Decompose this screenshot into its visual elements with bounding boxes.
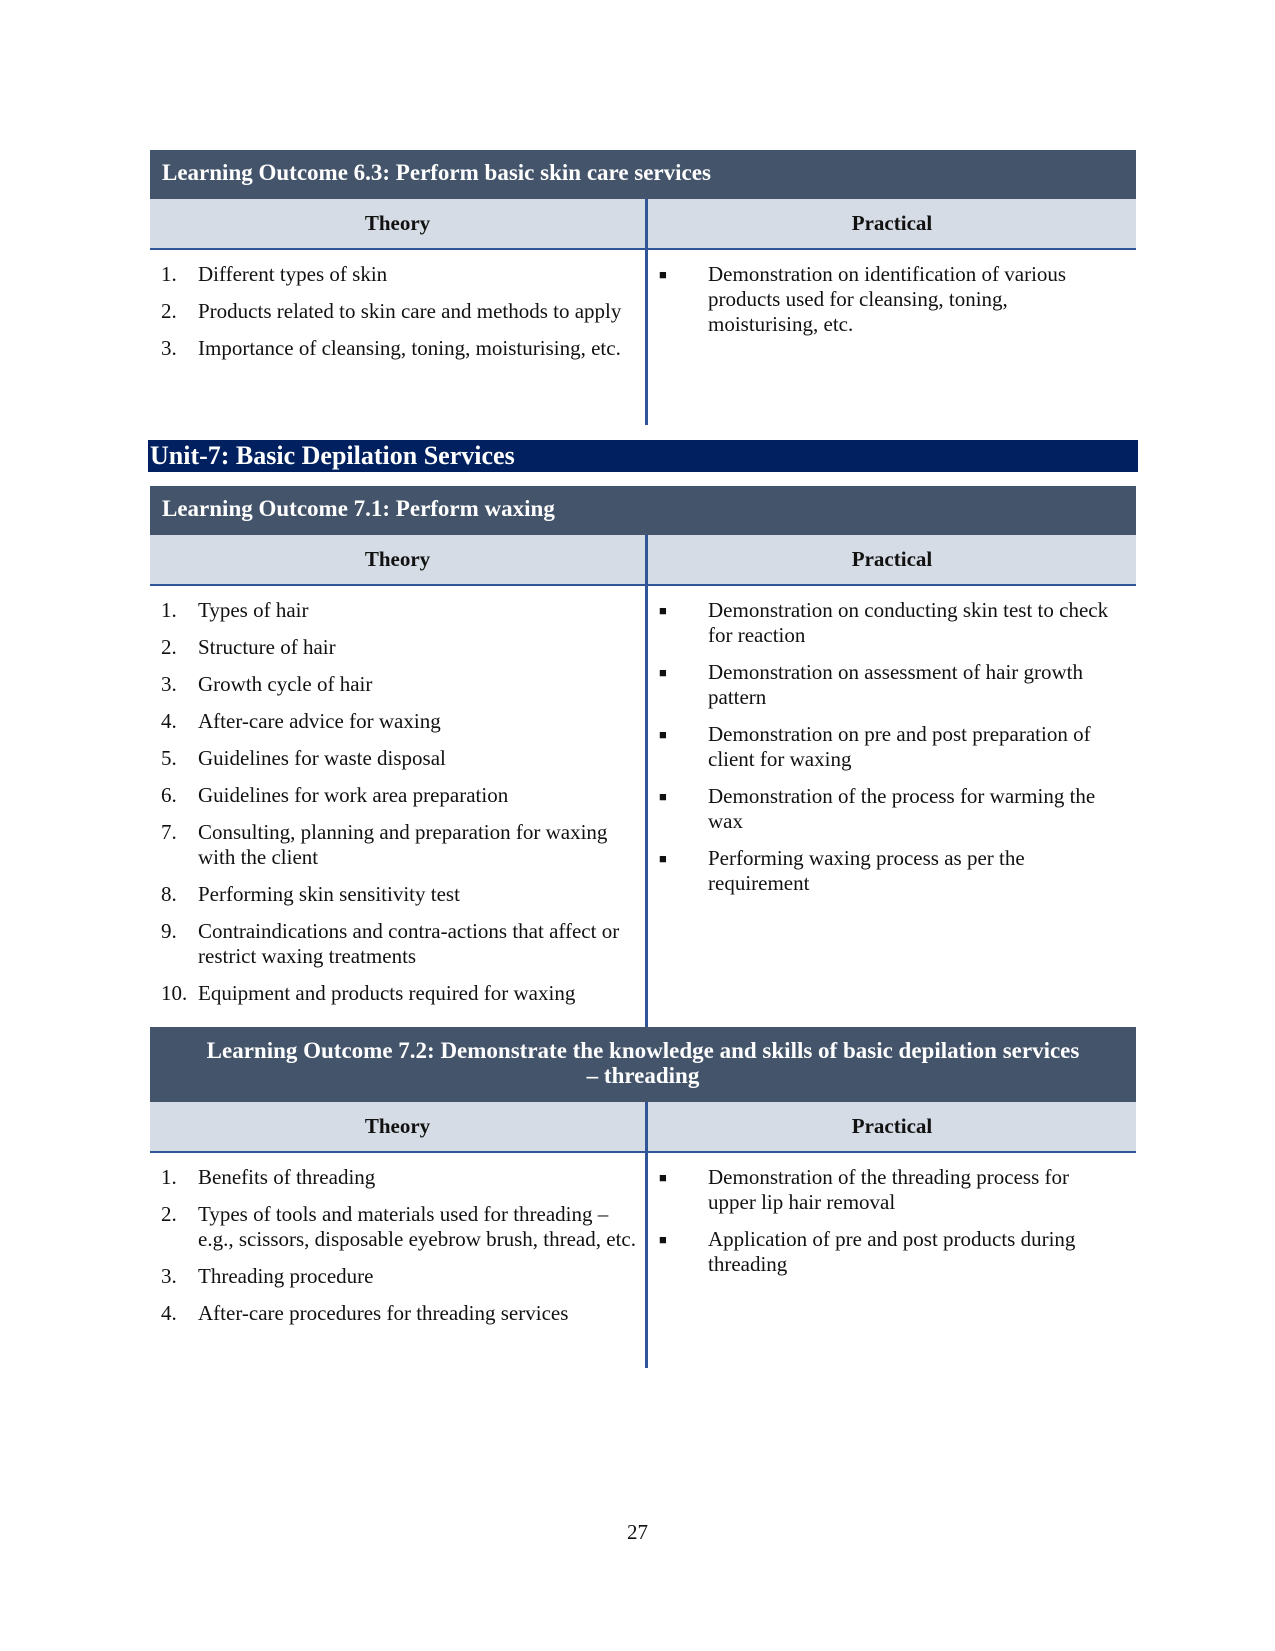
list-item: 1. Benefits of threading: [161, 1165, 376, 1189]
practical-cell: [648, 1153, 1136, 1368]
list-item: ■ Demonstration on identification of various products used for cleansing, toning, moisturising, etc.: [648, 262, 1136, 337]
theory-header: Theory: [150, 535, 648, 584]
practical-header: Practical: [851, 547, 933, 571]
practical-cell: [648, 250, 1136, 425]
bullet-icon: ■: [659, 727, 667, 742]
practical-cell: [648, 586, 1136, 1027]
bullet-icon: ■: [659, 665, 667, 680]
unit-7-heading: Unit-7: Basic Depilation Services: [148, 440, 1138, 472]
list-item: 10. Equipment and products required for waxing: [161, 981, 576, 1005]
lo-7-2-table: [150, 1027, 1136, 1368]
list-item: 2. Types of tools and materials used for threading – e.g., scissors, disposable eyebrow brush, thread, etc.: [161, 1202, 636, 1251]
lo-7-2-title: [150, 1027, 1136, 1102]
list-item: ■ Demonstration on pre and post preparation of client for waxing: [648, 722, 1136, 772]
lo-7-2-title-line-2: – threading: [586, 1063, 700, 1088]
theory-header: Theory: [150, 1102, 648, 1151]
list-item: 1. Different types of skin: [161, 262, 388, 286]
lo-7-2-column-headers: [150, 1102, 1136, 1153]
theory-header: Theory: [150, 199, 648, 248]
practical-header: Practical: [851, 211, 933, 235]
practical-header: Practical: [851, 1114, 933, 1138]
bullet-icon: ■: [659, 789, 667, 804]
lo-6-3-column-headers: [150, 199, 1136, 250]
list-item: ■ Demonstration on conducting skin test to check for reaction: [648, 598, 1136, 648]
bullet-icon: ■: [659, 851, 667, 866]
theory-list: [150, 598, 645, 1006]
bullet-icon: ■: [659, 267, 667, 282]
theory-cell: [150, 250, 648, 425]
page-number: 27: [627, 1520, 648, 1544]
list-item: 4. After-care advice for waxing: [161, 709, 441, 733]
list-item: 3. Threading procedure: [161, 1264, 374, 1288]
bullet-icon: ■: [659, 1232, 667, 1247]
list-item: 1. Types of hair: [161, 598, 309, 622]
list-item: 2. Structure of hair: [161, 635, 336, 659]
lo-7-2-title-line-1: Learning Outcome 7.2: Demonstrate the knowledge and skills of basic depilation services: [206, 1038, 1080, 1063]
list-item: 5. Guidelines for waste disposal: [161, 746, 446, 770]
practical-list: [648, 262, 1136, 337]
list-item: ■ Demonstration of the process for warming the wax: [648, 784, 1136, 834]
list-item: ■ Demonstration of the threading process for upper lip hair removal: [648, 1165, 1136, 1215]
bullet-icon: ■: [659, 1170, 667, 1185]
lo-7-1-body: [150, 586, 1136, 1027]
list-item: 3. Growth cycle of hair: [161, 672, 373, 696]
list-item: 8. Performing skin sensitivity test: [161, 882, 460, 906]
list-item: 3. Importance of cleansing, toning, moisturising, etc.: [161, 336, 621, 360]
list-item: ■ Demonstration on assessment of hair growth pattern: [648, 660, 1136, 710]
list-item: ■ Application of pre and post products during threading: [648, 1227, 1136, 1277]
list-item: 2. Products related to skin care and methods to apply: [161, 299, 622, 323]
bullet-icon: ■: [659, 603, 667, 618]
lo-7-1-table: [150, 486, 1136, 1027]
lo-7-1-title: Learning Outcome 7.1: Perform waxing: [150, 486, 1136, 535]
theory-list: [150, 262, 645, 361]
lo-6-3-title: Learning Outcome 6.3: Perform basic skin care services: [150, 150, 1136, 199]
list-item: 4. After-care procedures for threading services: [161, 1301, 569, 1325]
list-item: 9. Contraindications and contra-actions that affect or restrict waxing treatments: [161, 919, 620, 968]
list-item: ■ Performing waxing process as per the requirement: [648, 846, 1136, 896]
lo-7-1-column-headers: [150, 535, 1136, 586]
theory-cell: [150, 586, 648, 1027]
lo-7-2-body: [150, 1153, 1136, 1368]
theory-cell: [150, 1153, 648, 1368]
theory-list: [150, 1165, 645, 1326]
lo-6-3-body: [150, 250, 1136, 425]
practical-list: [648, 598, 1136, 896]
lo-6-3-table: [150, 150, 1136, 425]
practical-list: [648, 1165, 1136, 1277]
list-item: 6. Guidelines for work area preparation: [161, 783, 509, 807]
list-item: 7. Consulting, planning and preparation for waxing with the client: [161, 820, 608, 869]
